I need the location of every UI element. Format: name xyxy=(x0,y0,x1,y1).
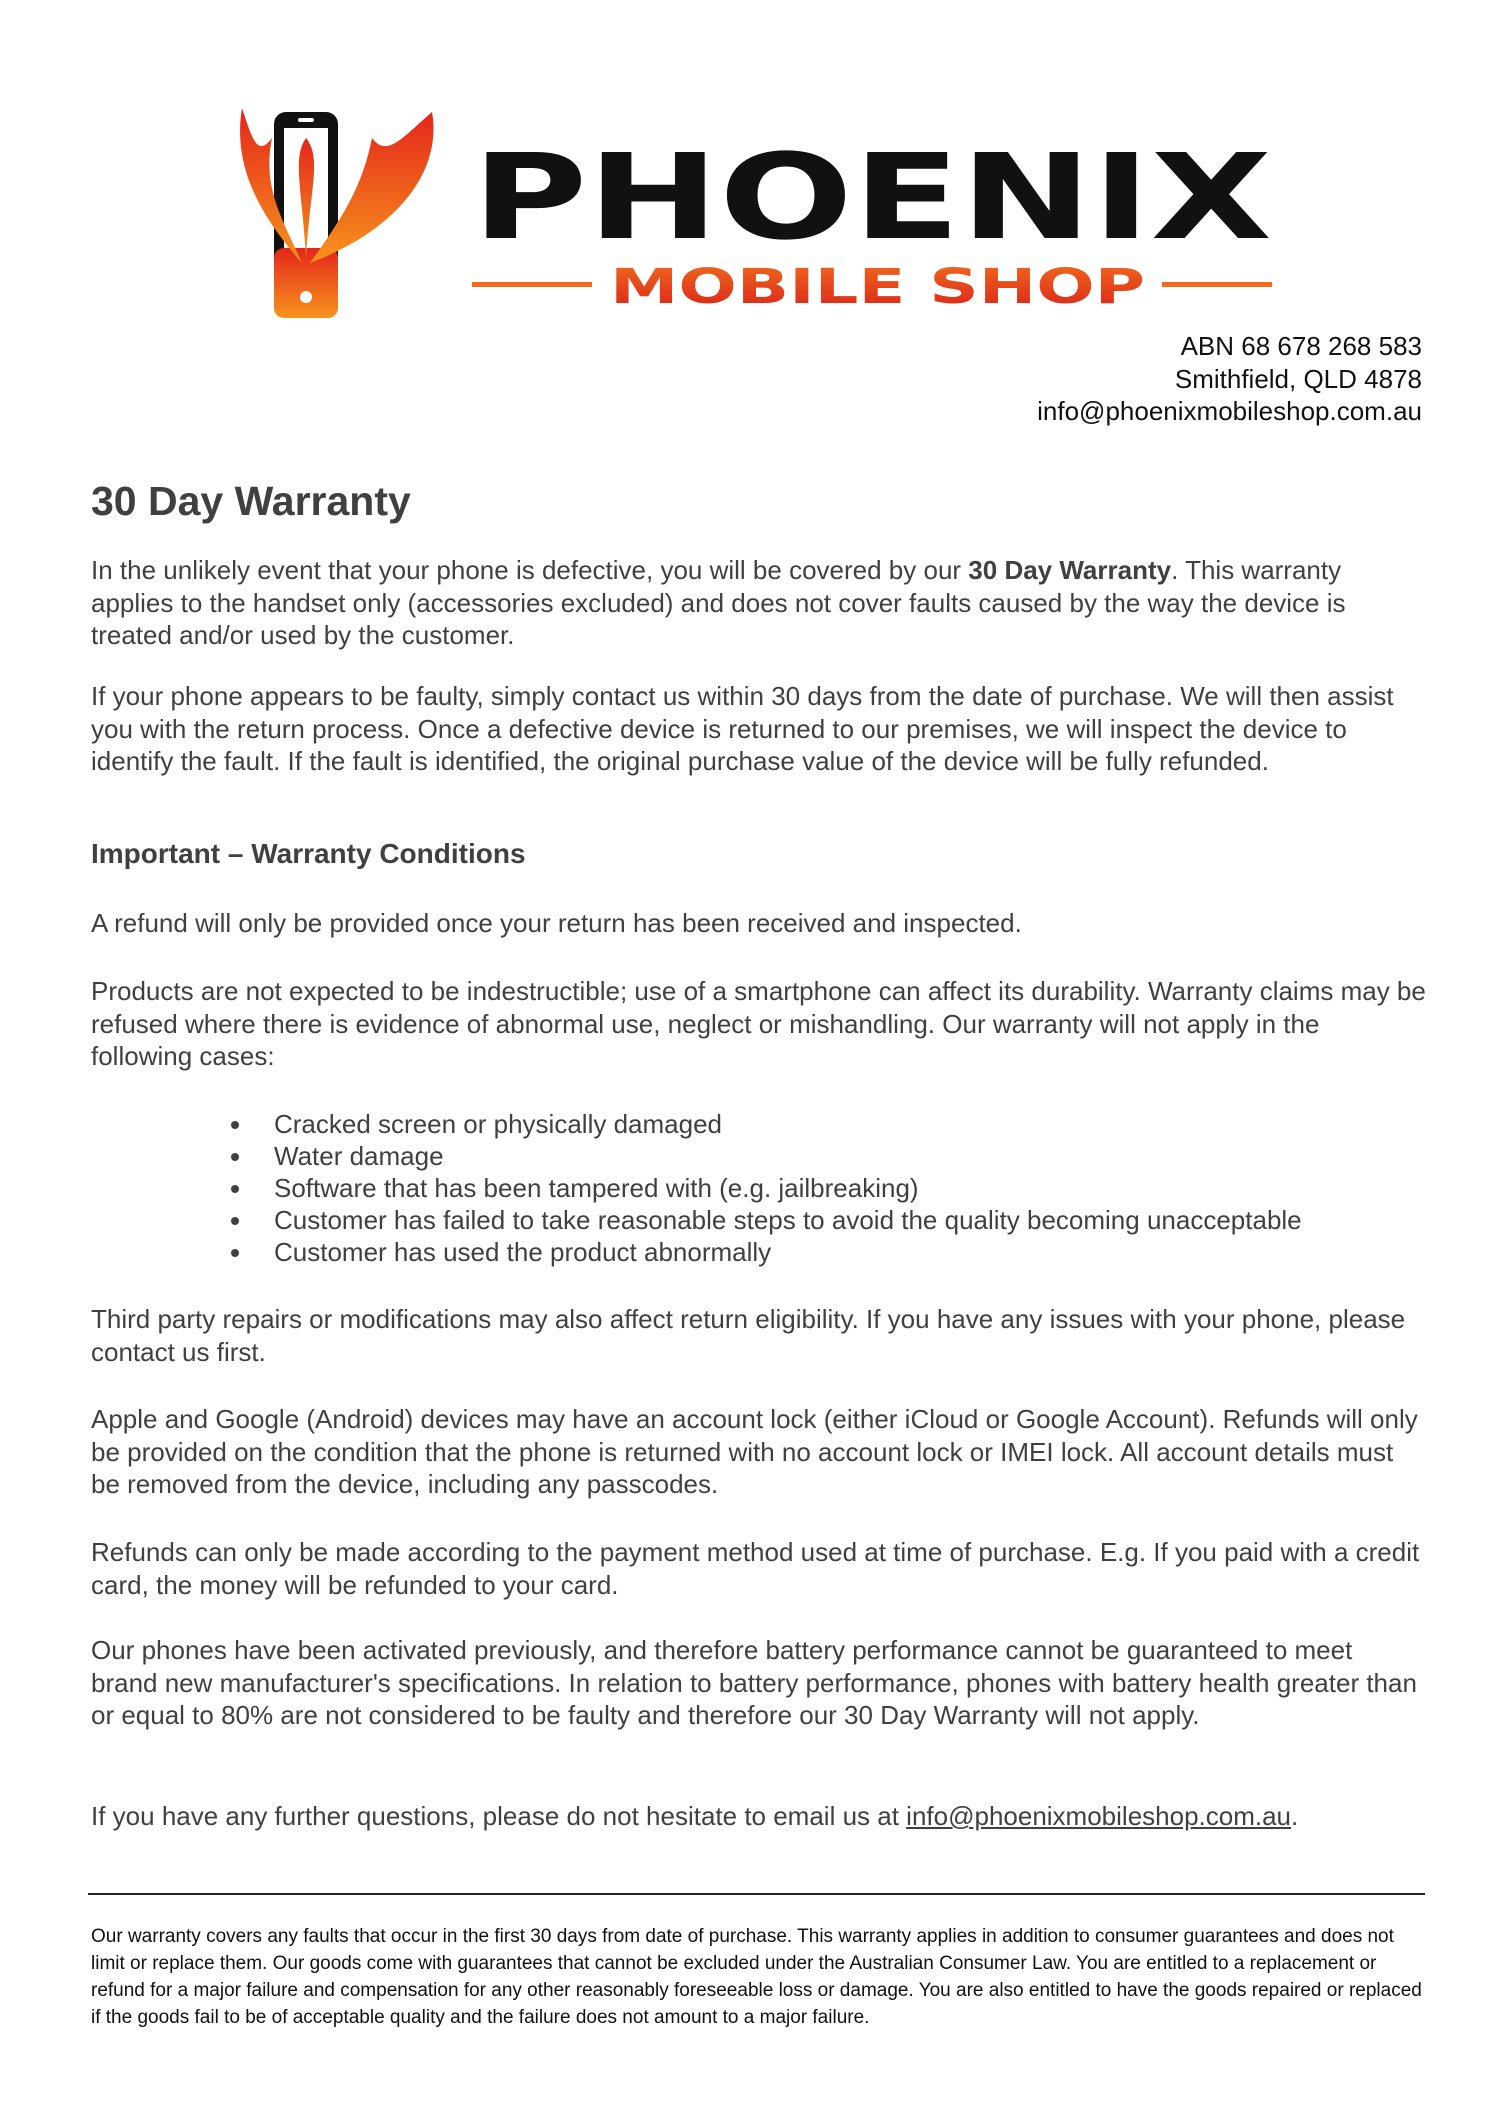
payment-method-paragraph: Refunds can only be made according to the payment method used at time of purchase. E.g. If you paid with a credit card, the money will be refunded to your card. xyxy=(91,1537,1420,1600)
page-title: 30 Day Warranty xyxy=(91,478,411,524)
email-link[interactable]: info@phoenixmobileshop.com.au xyxy=(906,1801,1292,1831)
list-item: Customer has failed to take reasonable steps to avoid the quality becoming unacceptable xyxy=(91,1204,1302,1236)
questions-paragraph: If you have any further questions, please do not hesitate to email us at info@phoenixmobileshop.com.au. xyxy=(91,1801,1299,1831)
refund-inspection-paragraph: A refund will only be provided once your return has been received and inspected. xyxy=(91,908,1022,938)
contact-email: info@phoenixmobileshop.com.au xyxy=(1037,396,1422,426)
return-process-paragraph: If your phone appears to be faulty, simply contact us within 30 days from the date of purchase. We will then assist you with the return process. Once a defective device is returned to our premises, we will inspect the device to identify the fault. If the fault is identified, the original purchase value of the device will be fully refunded. xyxy=(91,681,1394,777)
third-party-paragraph: Third party repairs or modifications may also affect return eligibility. If you have any issues with your phone, please contact us first. xyxy=(91,1304,1406,1367)
logo-sub-text: MOBILE SHOP xyxy=(610,259,1145,315)
abn: ABN 68 678 268 583 xyxy=(1180,331,1422,361)
phone-phoenix-icon xyxy=(240,108,433,318)
list-item: Cracked screen or physically damaged xyxy=(91,1108,1302,1140)
list-item: Water damage xyxy=(91,1140,1302,1172)
conditions-heading: Important – Warranty Conditions xyxy=(91,838,526,869)
durability-paragraph: Products are not expected to be indestructible; use of a smartphone can affect its durability. Warranty claims may be refused where there is evidence of abnormal use, neglect or mishandling. Our warranty will not apply in the following cases: xyxy=(91,976,1426,1072)
battery-paragraph: Our phones have been activated previously, and therefore battery performance cannot be guaranteed to meet brand new manufacturer's specifications. In relation to battery performance, phones with battery health greater than or equal to 80% are not considered to be faulty and therefore our 30 Day Warranty will not apply. xyxy=(91,1635,1417,1731)
address: Smithfield, QLD 4878 xyxy=(1174,363,1422,394)
logo xyxy=(232,98,1282,324)
list-item: Software that has been tampered with (e.g. jailbreaking) xyxy=(91,1172,1302,1204)
account-lock-paragraph: Apple and Google (Android) devices may have an account lock (either iCloud or Google Account). Refunds will only be provided on the condition that the phone is returned with no account lock or IMEI lock. All account details must be removed from the device, including any passcodes. xyxy=(91,1404,1418,1500)
exclusions-list xyxy=(91,1108,1302,1268)
footer-legal-text: Our warranty covers any faults that occur in the first 30 days from date of purchase. This warranty applies in addition to consumer guarantees and does not limit or replace them. Our goods come with guarantees that cannot be excluded under the Australian Consumer Law. You are entitled to a replacement or refund for a major failure and compensation for any other reasonably foreseeable loss or damage. You are also entitled to have the goods repaired or replaced if the goods fail to be of acceptable quality and the failure does not amount to a major failure. xyxy=(91,1926,1422,2028)
list-item: Customer has used the product abnormally xyxy=(91,1236,1302,1268)
contact-block xyxy=(1037,330,1422,428)
divider xyxy=(88,1893,1425,1895)
intro-paragraph: In the unlikely event that your phone is defective, you will be covered by our 30 Day Warranty. This warranty applies to the handset only (accessories excluded) and does not cover faults caused by the way the device is treated and/or used by the customer. xyxy=(91,555,1346,651)
logo-brand-text: PHOENIX xyxy=(472,128,1272,266)
